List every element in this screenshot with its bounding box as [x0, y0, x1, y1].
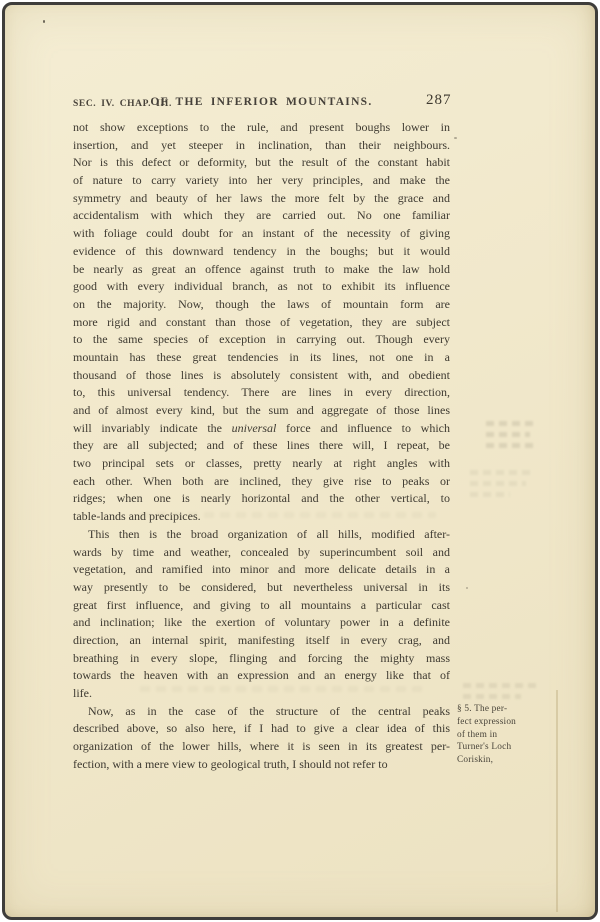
text-line: symmetry and beauty of her laws the more felt by the grace and	[73, 190, 450, 205]
text-line: will invariably indicate the universal force and influence to which	[73, 420, 450, 435]
text-line: of nature to carry variety into her very principles, and make the	[73, 173, 450, 188]
text-line: wards by time and weather, concealed by superincumbent soil and	[73, 544, 450, 559]
margin-note-line: § 5. The per-	[457, 704, 508, 714]
text-line: This then is the broad organization of all hills, modified after-	[88, 526, 450, 541]
text-line: more rigid and constant than those of vegetation, they are subject	[73, 314, 450, 329]
text-line: on the majority. Now, though the laws of mountain form are	[73, 296, 450, 311]
text-line: Nor is this defect or deformity, but the result of the constant habit	[73, 155, 450, 170]
text-line: organization of the lower hills, where it is seen in its greatest per-	[73, 739, 450, 754]
text-line: to the same species of exception in carrying out. Though every	[73, 332, 450, 347]
text-line: fection, with a mere view to geological truth, I should not refer to	[73, 756, 388, 771]
text-line: way presently to be considered, but nevertheless universal in its	[73, 579, 450, 594]
text-line: Now, as in the case of the structure of the central peaks	[88, 703, 450, 718]
margin-note-line: Coriskin,	[457, 755, 494, 766]
body-text-column	[73, 119, 450, 773]
text-line: described above, so also here, if I had to give a clear idea of this	[73, 721, 450, 736]
text-line: evidence of this downward tendency in the boughs; but it would	[73, 243, 450, 258]
page-number: 287	[426, 92, 452, 108]
running-head-section: SEC. IV. CHAP. III.	[73, 99, 172, 109]
margin-note-line: fect expression	[457, 716, 517, 727]
text-line: and inclination; like the exertion of voluntary power in a definite	[73, 615, 450, 630]
margin-note	[457, 703, 567, 767]
running-head-title: OF THE INFERIOR MOUNTAINS.	[150, 96, 373, 108]
text-line: with foliage could doubt for an instant of the necessity of giving	[73, 226, 450, 241]
text-line: good with every individual branch, as not to exhibit its influence	[73, 279, 450, 294]
paragraph	[73, 703, 450, 774]
text-line: they are all subjected; and of these lines there will, I repeat, be	[73, 438, 450, 453]
text-line: not show exceptions to the rule, and present boughs lower in	[73, 120, 450, 134]
text-line: ridges; when one is nearly horizontal and the other vertical, to	[73, 491, 450, 506]
text-line: towards the heaven with an expression and an energy like that of	[73, 668, 450, 683]
paragraph	[73, 526, 450, 703]
text-line: insertion, and yet steeper in inclination, than their neighbours.	[73, 137, 450, 152]
text-line: direction, an internal spirit, manifesting itself in every crag, and	[73, 632, 450, 647]
text-line: mountain has these great tendencies in its lines, not one in a	[73, 349, 450, 364]
text-line: thousand of those lines is absolutely consistent with, and obedient	[73, 367, 450, 382]
text-line: breathing in every slope, flinging and forcing the mighty mass	[73, 650, 450, 665]
paragraph	[73, 119, 450, 526]
text-line: each other. When both are inclined, they give rise to peaks or	[73, 473, 450, 488]
text-line: two principal sets or classes, pretty nearly at right angles with	[73, 456, 450, 471]
text-line: accidentalism with which they are carried out. No one familiar	[73, 208, 450, 223]
text-line: to, this universal tendency. There are lines in every direction,	[73, 385, 450, 400]
text-line: life.	[73, 686, 92, 700]
text-line: great first influence, and giving to all mountains a particular cast	[73, 597, 450, 612]
text-line: and of almost every kind, but the sum and aggregate of those lines	[73, 403, 450, 417]
margin-note-line: of them in	[457, 729, 498, 740]
margin-note-line: Turner's Loch	[457, 742, 512, 753]
text-line: vegetation, and ramified into minor and more delicate details in a	[73, 562, 450, 577]
text-line: table-lands and precipices.	[73, 509, 201, 524]
text-line: be nearly as great an offence against truth to make the law hold	[73, 261, 450, 276]
